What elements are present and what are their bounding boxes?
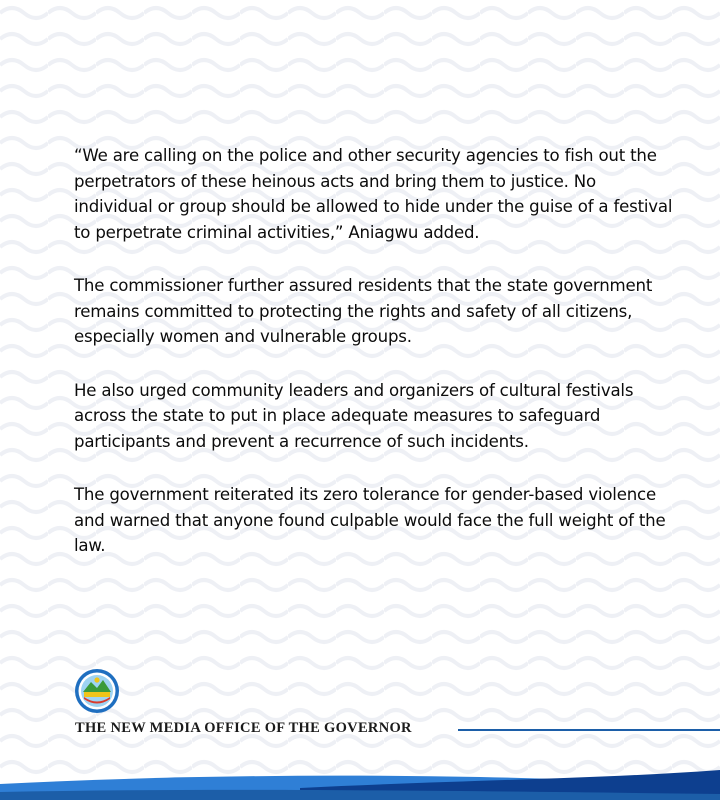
article-body	[74, 143, 674, 587]
paragraph-quote: “We are calling on the police and other security agencies to fish out the perpetrators of these heinous acts and bring them to justice. No individual or group should be allowed to hide under the guise of a festival to perpetrate criminal activities,” Aniagwu added.	[74, 146, 673, 242]
paragraph-assurance: The commissioner further assured residents that the state government remains committed to protecting the rights and safety of all citizens, especially women and vulnerable groups.	[74, 276, 653, 346]
footer-office-label: THE NEW MEDIA OFFICE OF THE GOVERNOR	[75, 720, 412, 736]
bottom-blue-band	[0, 730, 720, 800]
paragraph-zero-tolerance: The government reiterated its zero tolerance for gender-based violence and warned that anyone found culpable would face the full weight of the law.	[74, 485, 666, 555]
state-seal-icon	[74, 668, 120, 714]
paragraph-community-leaders: He also urged community leaders and organizers of cultural festivals across the state to put in place adequate measures to safeguard participants and prevent a recurrence of such incidents.	[74, 380, 634, 451]
